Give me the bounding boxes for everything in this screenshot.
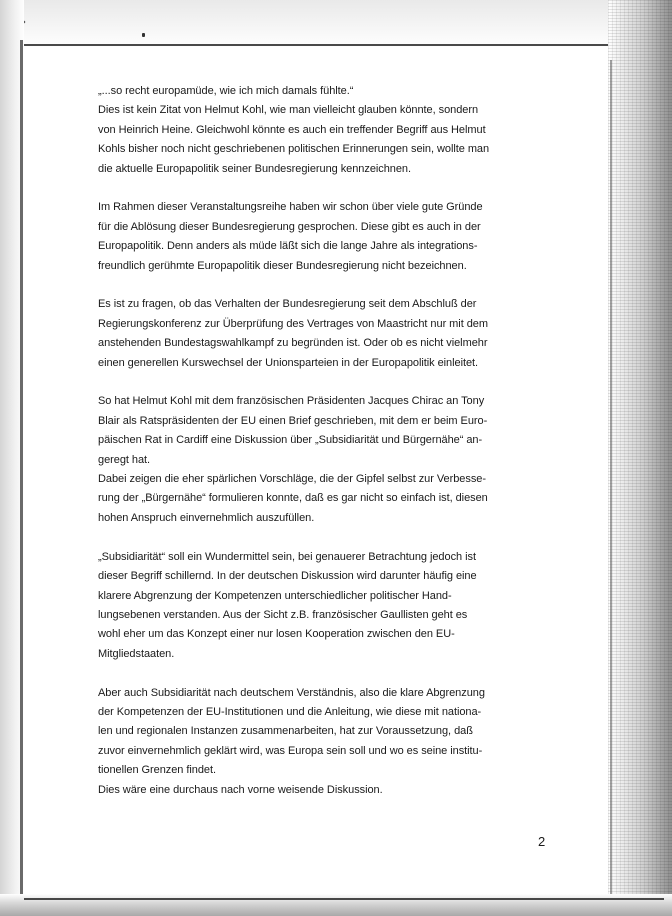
paragraph-gap bbox=[98, 179, 518, 198]
scan-speck bbox=[142, 33, 145, 37]
text-line: Kohls bisher noch nicht geschriebenen politischen Erinnerungen sein, wollte man bbox=[98, 143, 490, 156]
text-line: geregt hat. bbox=[98, 453, 151, 466]
text-line: Blair als Ratspräsidenten der EU einen Brief geschrieben, mit dem er beim Euro- bbox=[98, 414, 488, 427]
text-line: Regierungskonferenz zur Überprüfung des Vertrages von Maastricht nur mit dem bbox=[98, 317, 488, 330]
text-line: hohen Anspruch einvernehmlich auszufüllen. bbox=[98, 511, 315, 524]
text-line: von Heinrich Heine. Gleichwohl könnte es auch ein treffender Begriff aus Helmut bbox=[98, 123, 486, 136]
text-line: Aber auch Subsidiarität nach deutschem Verständnis, also die klare Abgrenzung bbox=[98, 686, 485, 699]
text-line: Im Rahmen dieser Veranstaltungsreihe haben wir schon über viele gute Gründe bbox=[98, 201, 483, 214]
text-line: wohl eher um das Konzept einer nur losen Kooperation zwischen den EU- bbox=[98, 628, 455, 641]
text-line: Dies wäre eine durchaus nach vorne weisende Diskussion. bbox=[98, 783, 383, 796]
text-line: „...so recht europamüde, wie ich mich damals fühlte.“ bbox=[98, 85, 354, 97]
scan-edge-right bbox=[610, 60, 612, 900]
document-body bbox=[98, 82, 518, 800]
scan-edge-bottom bbox=[24, 898, 664, 900]
text-line: der Kompetenzen der EU-Institutionen und die Anleitung, wie diese mit nationa- bbox=[98, 705, 482, 718]
text-line: Es ist zu fragen, ob das Verhalten der Bundesregierung seit dem Abschluß der bbox=[98, 298, 477, 311]
paragraph bbox=[98, 295, 518, 373]
paragraph bbox=[98, 82, 518, 179]
paragraph-gap bbox=[98, 276, 518, 295]
page-number: 2 bbox=[538, 834, 546, 849]
text-line: die aktuelle Europapolitik seiner Bundesregierung kennzeichnen. bbox=[98, 162, 412, 175]
text-line: So hat Helmut Kohl mit dem französischen Präsidenten Jacques Chirac an Tony bbox=[98, 395, 485, 408]
paragraph-gap bbox=[98, 528, 518, 547]
scan-edge-left bbox=[20, 40, 23, 900]
text-line: lungsebenen verstanden. Aus der Sicht z.B. französischer Gaullisten geht es bbox=[98, 608, 468, 621]
text-line: freundlich gerühmte Europapolitik dieser Bundesregierung nicht bezeichnen. bbox=[98, 259, 467, 272]
text-line: zuvor einvernehmlich geklärt wird, was Europa sein soll und wo es seine institu- bbox=[98, 744, 483, 757]
text-line: einen generellen Kurswechsel der Unionsparteien in der Europapolitik einleitet. bbox=[98, 356, 479, 369]
text-line: „Subsidiarität“ soll ein Wundermittel sein, bei genauerer Betrachtung jedoch ist bbox=[98, 550, 476, 563]
scan-border-right bbox=[608, 0, 672, 916]
text-line: klarere Abgrenzung der Kompetenzen unterschiedlicher politischer Hand- bbox=[98, 589, 452, 602]
text-line: Dabei zeigen die eher spärlichen Vorschläge, die der Gipfel selbst zur Verbesse- bbox=[98, 473, 486, 486]
text-line: tionellen Grenzen findet. bbox=[98, 764, 216, 777]
paragraph bbox=[98, 548, 518, 664]
scan-border-top bbox=[0, 0, 672, 48]
text-line: Europapolitik. Denn anders als müde läßt sich die lange Jahre als integrations- bbox=[98, 240, 478, 253]
text-line: anstehenden Bundestagswahlkampf zu begründen ist. Oder ob es nicht vielmehr bbox=[98, 337, 488, 350]
text-line: päischen Rat in Cardiff eine Diskussion über „Subsidiarität und Bürgernähe“ an- bbox=[98, 434, 483, 447]
scan-edge-top bbox=[20, 44, 660, 46]
text-line: len und regionalen Instanzen zusammenarbeiten, hat zur Voraussetzung, daß bbox=[98, 725, 473, 738]
text-line: Mitgliedstaaten. bbox=[98, 647, 175, 660]
paragraph-gap bbox=[98, 373, 518, 392]
text-line: Dies ist kein Zitat von Helmut Kohl, wie man vielleicht glauben könnte, sondern bbox=[98, 104, 479, 117]
paragraph-gap bbox=[98, 664, 518, 683]
paragraph bbox=[98, 198, 518, 276]
text-line: rung der „Bürgernähe“ formulieren konnte, daß es gar nicht so einfach ist, diesen bbox=[98, 492, 488, 505]
text-line: dieser Begriff schillernd. In der deutschen Diskussion wird darunter häufig eine bbox=[98, 570, 477, 583]
paragraph bbox=[98, 392, 518, 528]
text-line: für die Ablösung dieser Bundesregierung gesprochen. Diese gibt es auch in der bbox=[98, 220, 481, 233]
paragraph bbox=[98, 684, 518, 800]
